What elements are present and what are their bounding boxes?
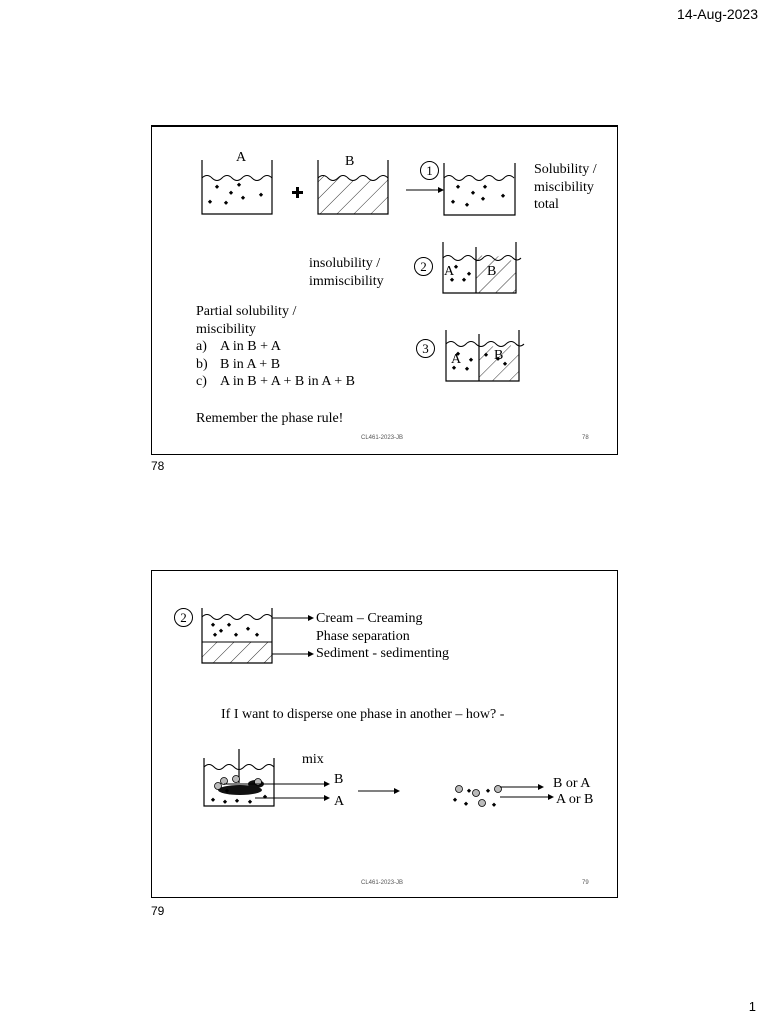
mix-label: mix <box>302 752 324 767</box>
beaker3-label-a: A <box>451 352 462 367</box>
beaker-separated <box>202 608 272 663</box>
list-item: a) A in B + A <box>196 339 281 354</box>
beaker2-label-b: B <box>487 264 497 279</box>
step-1-marker: 1 <box>420 161 439 180</box>
slide-79 <box>151 570 618 898</box>
beaker3-label-b: B <box>494 348 504 363</box>
slide-footer-center: CL461-2023-JB <box>361 880 404 886</box>
partial-solubility-block: Partial solubility / miscibility a) A in B + A b) B in A + B c) A in B + A + B in A + B <box>196 304 355 389</box>
result-a-or-b: A or B <box>556 792 594 807</box>
beaker-total <box>444 163 515 215</box>
slide-footer-number: 79 <box>582 880 589 886</box>
arrow-to-total <box>406 187 444 193</box>
mix-label-b: B <box>334 772 344 787</box>
solubility-text: Solubility / miscibility total <box>534 162 597 212</box>
label-b: B <box>345 154 355 169</box>
page-number: 1 <box>748 999 756 1014</box>
list-item: c) A in B + A + B in A + B <box>196 374 355 389</box>
slide-number-79: 79 <box>151 904 165 918</box>
step-2-marker: 2 <box>414 257 433 276</box>
mix-label-a: A <box>334 794 345 809</box>
slide-78 <box>151 125 618 455</box>
slide-footer-center: CL461-2023-JB <box>361 435 404 441</box>
beaker-immiscible <box>443 242 521 293</box>
step-2-marker: 2 <box>174 608 193 627</box>
beaker2-label-a: A <box>444 264 455 279</box>
dispersion-result <box>453 784 554 807</box>
arrow-to-dispersion <box>358 788 400 794</box>
disperse-question: If I want to disperse one phase in another – how? - <box>221 707 505 722</box>
slide-number-78: 78 <box>151 459 165 473</box>
plus-icon <box>292 187 303 198</box>
remember-text: Remember the phase rule! <box>196 411 344 426</box>
beaker-a <box>202 160 272 214</box>
creaming-text: Cream – Creaming Phase separation Sediment - sedimenting <box>316 611 449 661</box>
step-3-marker: 3 <box>416 339 435 358</box>
arrow-sediment <box>272 651 314 657</box>
beaker-mix <box>204 749 274 806</box>
insolubility-text: insolubility / immiscibility <box>309 256 384 289</box>
list-item: b) B in A + B <box>196 356 281 372</box>
slide-footer-number: 78 <box>582 435 589 441</box>
header-date: 14-Aug-2023 <box>677 6 758 22</box>
arrow-cream <box>272 615 314 621</box>
result-b-or-a: B or A <box>553 776 591 791</box>
label-a: A <box>236 150 247 165</box>
